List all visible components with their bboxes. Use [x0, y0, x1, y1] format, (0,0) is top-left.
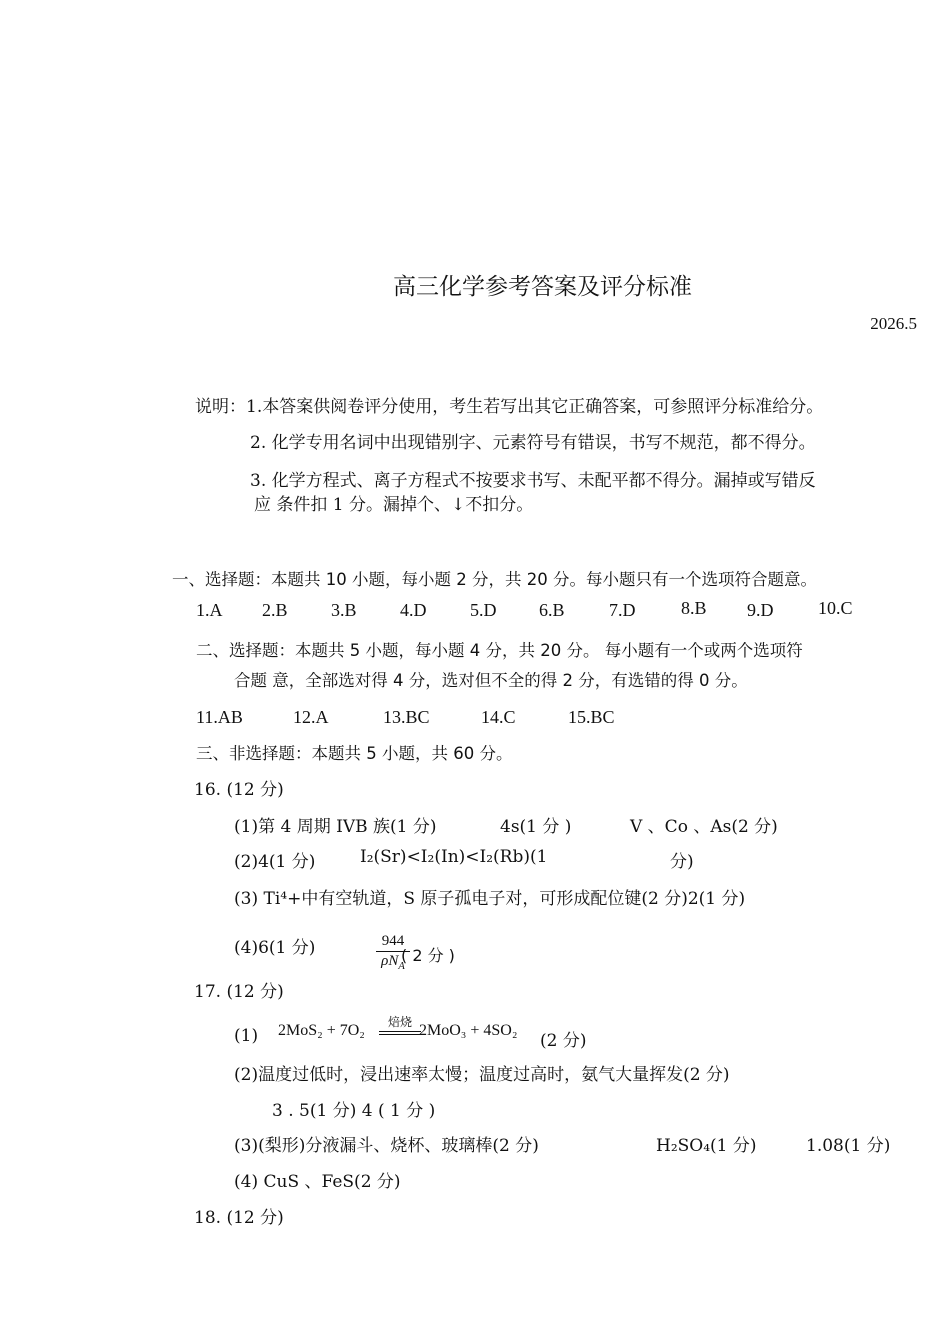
answer-11: 11.AB — [196, 707, 243, 727]
answer-2: 2.B — [262, 600, 288, 620]
answer-8: 8.B — [681, 598, 707, 618]
q17-label: 17. (12 分) — [194, 982, 284, 1002]
section2-heading-a: 二、选择题：本题共 5 小题，每小题 4 分，共 20 分。 每小题有一个或两个选项符 — [196, 641, 803, 660]
answer-14: 14.C — [481, 707, 516, 727]
answer-3: 3.B — [331, 600, 357, 620]
q17-3: 3 . 5(1 分) 4 ( 1 分 ) — [272, 1101, 436, 1121]
answer-1: 1.A — [196, 600, 223, 620]
note-3a: 3. 化学方程式、离子方程式不按要求书写、未配平都不得分。漏掉或写错反 — [250, 471, 816, 491]
answer-12: 12.A — [293, 707, 329, 727]
section3-heading: 三、非选择题：本题共 5 小题，共 60 分。 — [196, 744, 513, 763]
equation-right: 2MoO₃ + 4SO₂ — [419, 1022, 518, 1039]
q16-2a: (2)4(1 分) — [234, 852, 316, 872]
answer-10: 10.C — [818, 598, 853, 618]
q17-4a: (3)(梨形)分液漏斗、烧杯、玻璃棒(2 分) — [234, 1136, 539, 1156]
q17-4b: H₂SO₄(1 分) — [656, 1136, 757, 1156]
reaction-condition — [379, 1013, 421, 1035]
q16-4a: (4)6(1 分) — [234, 938, 316, 958]
q16-4b: ( 2 分 ) — [401, 946, 455, 965]
answer-7: 7.D — [609, 600, 636, 620]
answer-5: 5.D — [470, 600, 497, 620]
answer-6: 6.B — [539, 600, 565, 620]
date: 2026.5 — [870, 314, 917, 333]
q17-1-num: (1) — [234, 1026, 259, 1046]
fraction-denominator: $\rho N_A$ — [381, 953, 405, 972]
section2-heading-b: 合题 意，全部选对得 4 分，选对但不全的得 2 分，有选错的得 0 分。 — [234, 671, 748, 690]
q16-3: (3) Ti⁴+中有空轨道，S 原子孤电子对，可形成配位键(2 分)2(1 分) — [234, 889, 746, 909]
q16-label: 16. (12 分) — [194, 780, 284, 800]
q17-4c: 1.08(1 分) — [806, 1136, 891, 1156]
answer-4: 4.D — [400, 600, 427, 620]
note-1: 说明：1.本答案供阅卷评分使用，考生若写出其它正确答案，可参照评分标准给分。 — [195, 397, 824, 417]
equation-left: 2MoS₂ + 7O₂ — [278, 1022, 365, 1039]
fraction-numerator: 944 — [376, 933, 410, 952]
q16-2c: 分) — [670, 852, 694, 872]
q17-5: (4) CuS 、FeS(2 分) — [234, 1172, 401, 1192]
q16-1c: V 、Co 、As(2 分) — [630, 817, 778, 837]
note-2: 2. 化学专用名词中出现错别字、元素符号有错误，书写不规范，都不得分。 — [250, 433, 816, 453]
q16-1a: (1)第 4 周期 IVB 族(1 分) — [234, 817, 437, 837]
note-3b: 应 条件扣 1 分。漏掉个、↓不扣分。 — [254, 495, 534, 515]
section1-heading: 一、选择题：本题共 10 小题，每小题 2 分，共 20 分。每小题只有一个选项符合题意。 — [172, 570, 817, 589]
page-title: 高三化学参考答案及评分标准 — [393, 274, 692, 300]
condition-label: 焙烧 — [387, 1015, 412, 1029]
answer-15: 15.BC — [568, 707, 615, 727]
q16-1b: 4s(1 分 ) — [500, 817, 572, 837]
q17-2: (2)温度过低时，浸出速率太慢；温度过高时，氨气大量挥发(2 分) — [234, 1065, 730, 1085]
answer-13: 13.BC — [383, 707, 430, 727]
answer-9: 9.D — [747, 600, 774, 620]
q18-label: 18. (12 分) — [194, 1208, 284, 1228]
equals-sign — [379, 1031, 421, 1035]
equation-score: (2 分) — [540, 1031, 587, 1051]
q16-2b: I₂(Sr)<I₂(In)<I₂(Rb)(1 — [360, 847, 548, 867]
